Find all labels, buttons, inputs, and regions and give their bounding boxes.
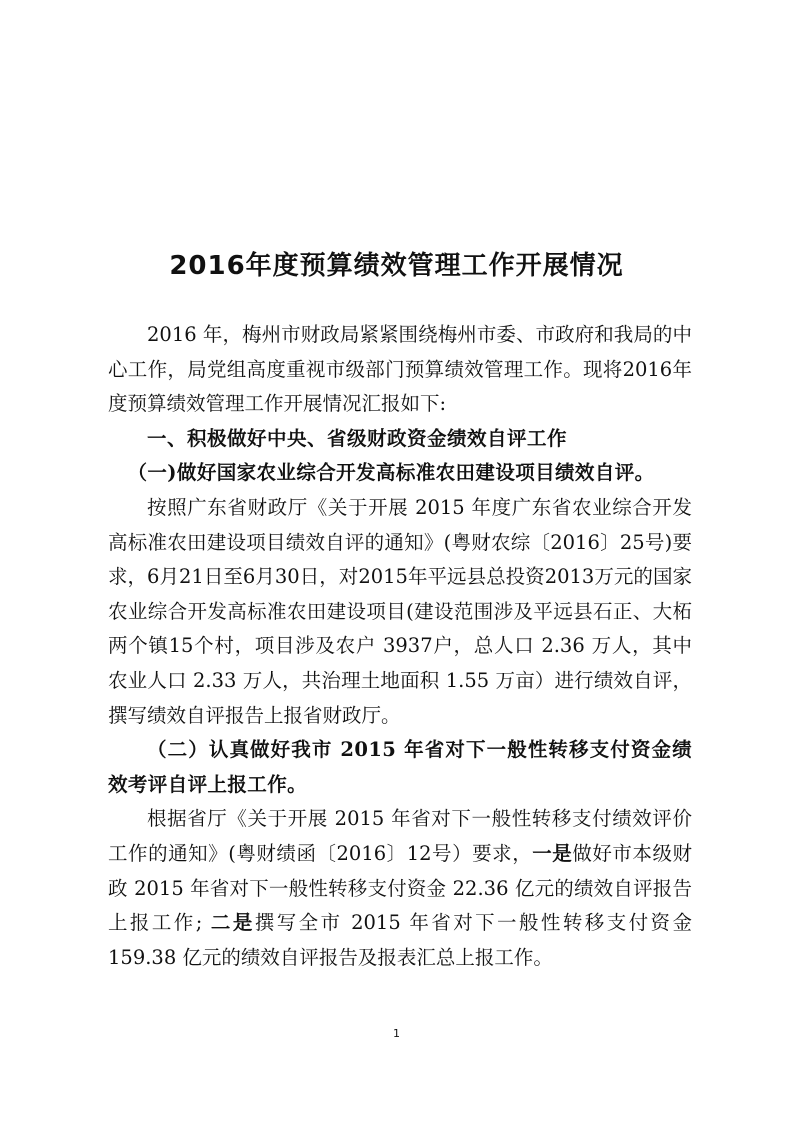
document-body	[108, 318, 692, 975]
document-title: 2016年度预算绩效管理工作开展情况	[169, 251, 624, 281]
subsection-1-heading: （一)做好国家农业综合开发高标准农田建设项目绩效自评。	[127, 461, 655, 485]
point-one-label: 一是	[532, 841, 573, 865]
subsection-2-heading: （二）认真做好我市 2015 年省对下一般性转移支付资金绩效考评自评上报工作。	[108, 738, 692, 796]
subsection-2-body	[108, 802, 692, 975]
page-number: 1	[393, 1027, 400, 1040]
subsection-1-body: 按照广东省财政厅《关于开展 2015 年度广东省农业综合开发高标准农田建设项目绩效自评的通知》(粤财农综〔2016〕25号)要求，6月21日至6月30日，对2015年平远县总投资2013万元的国家农业综合开发高标准农田建设项目(建设范围涉及平远县石正、大柘两个镇15个村，项目涉及农户 3937户，总人口 2.36 万人，其中农业人口 2.33 万人，共治理土地面积 1.55 万亩）进行绩效自评， 撰写绩效自评报告上报省财政厅。	[108, 495, 692, 727]
intro-paragraph: 2016 年，梅州市财政局紧紧围绕梅州市委、市政府和我局的中心工作，局党组高度重视市级部门预算绩效管理工作。现将2016年度预算绩效管理工作开展情况汇报如下:	[108, 323, 692, 416]
subsection-2-body-part-1: 根据省厅《关于开展 2015 年省对下一般性转移支付绩效评价工作的通知》(粤财绩函〔2016〕12号）要求，	[108, 807, 692, 865]
point-two-label: 二是	[210, 911, 255, 935]
section-1-heading: 一、积极做好中央、省级财政资金绩效自评工作	[147, 426, 568, 450]
subsection-2-body-part-3: 撰写全市 2015 年省对下一般性转移支付资金 159.38 亿元的绩效自评报告及报表汇总上报工作。	[108, 911, 692, 969]
subsection-2-body-part-2: 做好市本级财政 2015 年省对下一般性转移支付资金 22.36 亿元的绩效自评报告上报工作;	[108, 841, 692, 935]
